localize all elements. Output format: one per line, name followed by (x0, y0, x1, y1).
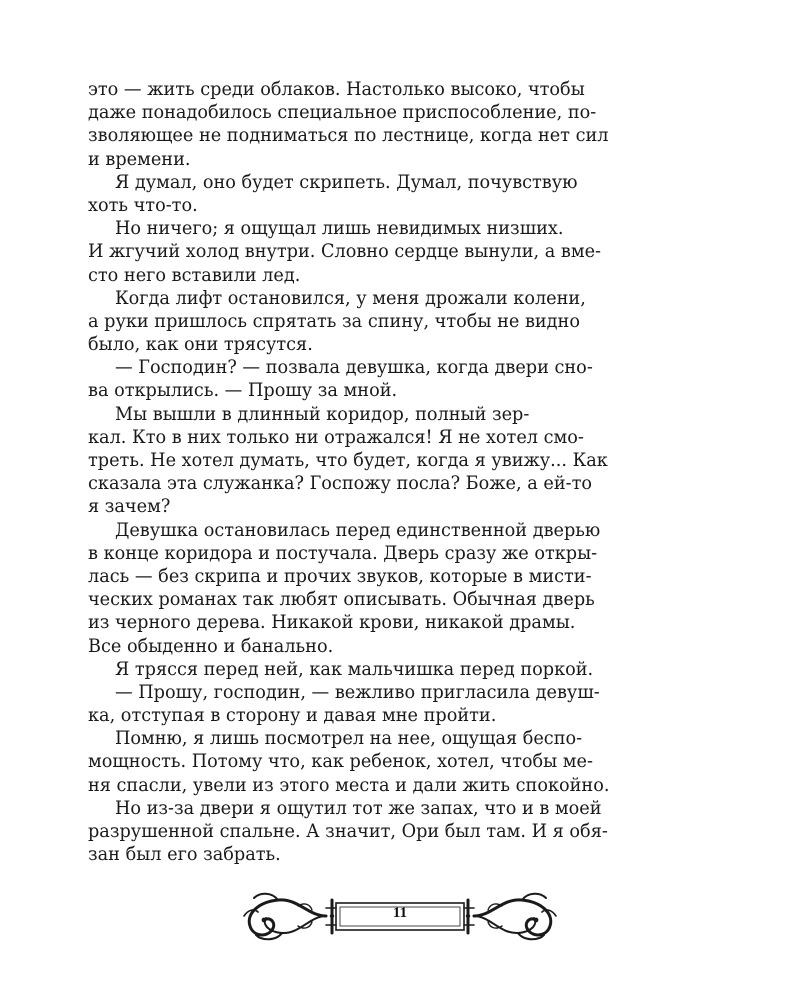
text-line: а руки пришлось спрятать за спину, чтобы не видно (88, 309, 580, 332)
text-line: и времени. (88, 147, 191, 170)
text-line: Помню, я лишь посмотрел на нее, ощущая беспо- (114, 727, 583, 750)
page-footer (238, 886, 562, 946)
text-line: из черного дерева. Никакой крови, никакой драмы. (88, 611, 576, 634)
text-line: Я думал, оно будет скрипеть. Думал, почувствую (114, 170, 578, 193)
body-text (88, 78, 672, 866)
text-line: Но ничего; я ощущал лишь невидимых низших. (114, 217, 564, 240)
text-line: ня спасли, увели из этого места и дали жить спокойно. (88, 773, 610, 796)
text-line: кал. Кто в них только ни отражался! Я не хотел смо- (88, 425, 584, 448)
text-line: зволяющее не подниматься по лестнице, когда нет сил (88, 124, 609, 147)
text-line: ческих романах так любят описывать. Обычная дверь (88, 588, 595, 611)
text-line: даже понадобилось специальное приспособление, по- (88, 101, 597, 124)
text-line: И жгучий холод внутри. Словно сердце вынули, а вме- (88, 240, 602, 263)
text-line: треть. Не хотел думать, что будет, когда я увижу... Как (88, 449, 608, 471)
text-line: — Прошу, господин, — вежливо пригласила девуш- (114, 680, 600, 703)
text-line: Мы вышли в длинный коридор, полный зер- (114, 402, 530, 425)
text-line: зан был его забрать. (88, 843, 281, 866)
text-line: разрушенной спальне. А значит, Ори был там. И я обя- (88, 820, 608, 842)
text-line: ва открылись. — Прошу за мной. (88, 379, 398, 402)
text-line: Все обыденно и банально. (88, 634, 334, 657)
text-line: — Господин? — позвала девушка, когда двери сно- (114, 356, 593, 379)
text-line: лась — без скрипа и прочих звуков, которые в мисти- (88, 564, 592, 587)
text-line: Но из-за двери я ощутил тот же запах, что и в моей (114, 796, 602, 819)
text-line: Я трясся перед ней, как мальчишка перед поркой. (114, 657, 594, 680)
text-line: это — жить среди облаков. Настолько высоко, чтобы (88, 78, 585, 100)
text-line: было, как они трясутся. (88, 333, 313, 356)
text-line: я зачем? (88, 495, 171, 518)
page-number: 11 (392, 905, 408, 921)
text-line: мощность. Потому что, как ребенок, хотел, чтобы ме- (88, 750, 593, 773)
text-line: хоть что-то. (88, 193, 198, 216)
text-line: сказала эта служанка? Госпожу посла? Боже, а ей-то (88, 472, 593, 495)
text-line: Девушка остановилась перед единственной дверью (114, 518, 601, 541)
text-line: сто него вставили лед. (88, 263, 301, 286)
text-line: в конце коридора и постучала. Дверь сразу же откры- (88, 541, 598, 564)
text-line: ка, отступая в сторону и давая мне пройти. (88, 704, 497, 727)
text-line: Когда лифт остановился, у меня дрожали колени, (114, 286, 586, 309)
